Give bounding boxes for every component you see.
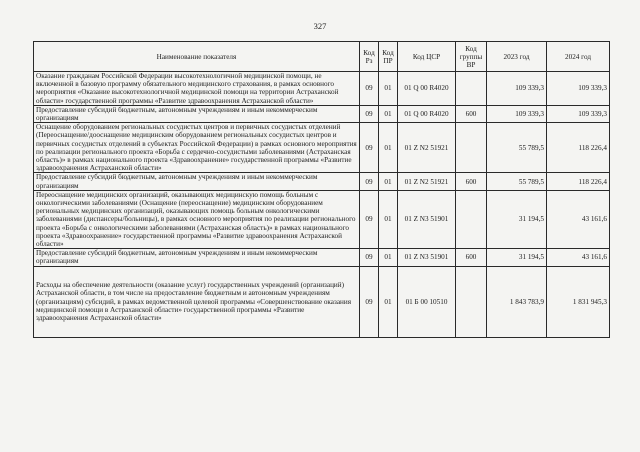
row-2024: 109 339,3 <box>547 72 610 106</box>
row-pr: 01 <box>379 173 398 190</box>
column-header-vr: Код группы ВР <box>456 42 487 72</box>
row-pr: 01 <box>379 266 398 337</box>
row-vr <box>456 72 487 106</box>
row-pr: 01 <box>379 72 398 106</box>
row-pr: 01 <box>379 190 398 248</box>
row-name: Предоставление субсидий бюджетным, автономным учреждениям и иным некоммерческим организациям <box>34 249 360 266</box>
row-rz: 09 <box>360 173 379 190</box>
row-2024: 43 161,6 <box>547 190 610 248</box>
row-2023: 55 789,5 <box>487 123 547 173</box>
table-row <box>34 173 610 190</box>
row-2023: 1 843 783,9 <box>487 266 547 337</box>
row-2024: 118 226,4 <box>547 123 610 173</box>
column-header-2023: 2023 год <box>487 42 547 72</box>
row-name: Предоставление субсидий бюджетным, автономным учреждениям и иным некоммерческим организациям <box>34 105 360 122</box>
row-pr: 01 <box>379 123 398 173</box>
row-csr: 01 Z N3 51901 <box>398 190 456 248</box>
row-vr: 600 <box>456 105 487 122</box>
row-rz: 09 <box>360 105 379 122</box>
row-2024: 43 161,6 <box>547 249 610 266</box>
column-header-csr: Код ЦСР <box>398 42 456 72</box>
row-csr: 01 Б 00 10510 <box>398 266 456 337</box>
table-row <box>34 72 610 106</box>
table-row <box>34 266 610 337</box>
table-row <box>34 249 610 266</box>
row-rz: 09 <box>360 266 379 337</box>
row-2023: 31 194,5 <box>487 249 547 266</box>
row-name: Оснащение оборудованием региональных сосудистых центров и первичных сосудистых отделений (Переоснащение/дооснащение медицинским оборудованием региональных сосудистых центров и первичных сосудистых отделений в субъектах Российской Федерации) в рамках основного мероприятия по реализации регионального проекта «Борьба с сердечно-сосудистыми заболеваниями (Астраханская область)» в рамках национального проекта «Здравоохранение» государственной программы «Развитие здравоохранения Астраханской области» <box>34 123 360 173</box>
row-pr: 01 <box>379 249 398 266</box>
row-2024: 1 831 945,3 <box>547 266 610 337</box>
row-vr <box>456 266 487 337</box>
row-csr: 01 Q 00 R4020 <box>398 105 456 122</box>
row-csr: 01 Z N2 51921 <box>398 123 456 173</box>
row-2024: 109 339,3 <box>547 105 610 122</box>
table-row <box>34 105 610 122</box>
row-rz: 09 <box>360 249 379 266</box>
column-header-name: Наименование показателя <box>34 42 360 72</box>
column-header-pr: Код ПР <box>379 42 398 72</box>
row-csr: 01 Z N3 51901 <box>398 249 456 266</box>
row-vr: 600 <box>456 249 487 266</box>
page-number: 327 <box>313 21 327 31</box>
column-header-2024: 2024 год <box>547 42 610 72</box>
table-row <box>34 123 610 173</box>
row-rz: 09 <box>360 190 379 248</box>
row-vr <box>456 190 487 248</box>
row-2024: 118 226,4 <box>547 173 610 190</box>
row-rz: 09 <box>360 72 379 106</box>
row-2023: 31 194,5 <box>487 190 547 248</box>
row-2023: 109 339,3 <box>487 72 547 106</box>
row-rz: 09 <box>360 123 379 173</box>
table-row <box>34 190 610 248</box>
row-vr <box>456 123 487 173</box>
column-header-rz: Код Рз <box>360 42 379 72</box>
row-pr: 01 <box>379 105 398 122</box>
row-name: Переоснащение медицинских организаций, оказывающих медицинскую помощь больным с онкологическими заболеваниями (Оснащение (переоснащение) медицинским оборудованием региональных медицинских организаций, оказывающих помощь больным онкологическими заболеваниями (диспансеры/больницы), в рамках основного мероприятия по реализации регионального проекта «Борьба с онкологическими заболеваниями (Астраханская область)» в рамках национального проекта «Здравоохранение» государственной программы «Развитие здравоохранения Астраханской области» <box>34 190 360 248</box>
row-2023: 109 339,3 <box>487 105 547 122</box>
row-name: Предоставление субсидий бюджетным, автономным учреждениям и иным некоммерческим организациям <box>34 173 360 190</box>
row-name: Расходы на обеспечение деятельности (оказание услуг) государственных учреждений (организаций) Астраханской области, в том числе на предоставление бюджетным и автономным учреждениям (организациям) субсидий, в рамках ведомственной целевой программы «Совершенствование оказания медицинской помощи в Астраханской области» государственной программы «Развитие здравоохранения Астраханской области» <box>34 266 360 337</box>
row-csr: 01 Q 00 R4020 <box>398 72 456 106</box>
row-name: Оказание гражданам Российской Федерации высокотехнологичной медицинской помощи, не включенной в базовую программу обязательного медицинского страхования, в рамках основного мероприятия «Оказание высокотехнологичной медицинской помощи на территории Астраханской области» государственной программы «Развитие здравоохранения Астраханской области» <box>34 72 360 106</box>
table-header-row <box>34 42 610 72</box>
row-vr: 600 <box>456 173 487 190</box>
row-csr: 01 Z N2 51921 <box>398 173 456 190</box>
row-2023: 55 789,5 <box>487 173 547 190</box>
budget-table <box>33 41 610 338</box>
